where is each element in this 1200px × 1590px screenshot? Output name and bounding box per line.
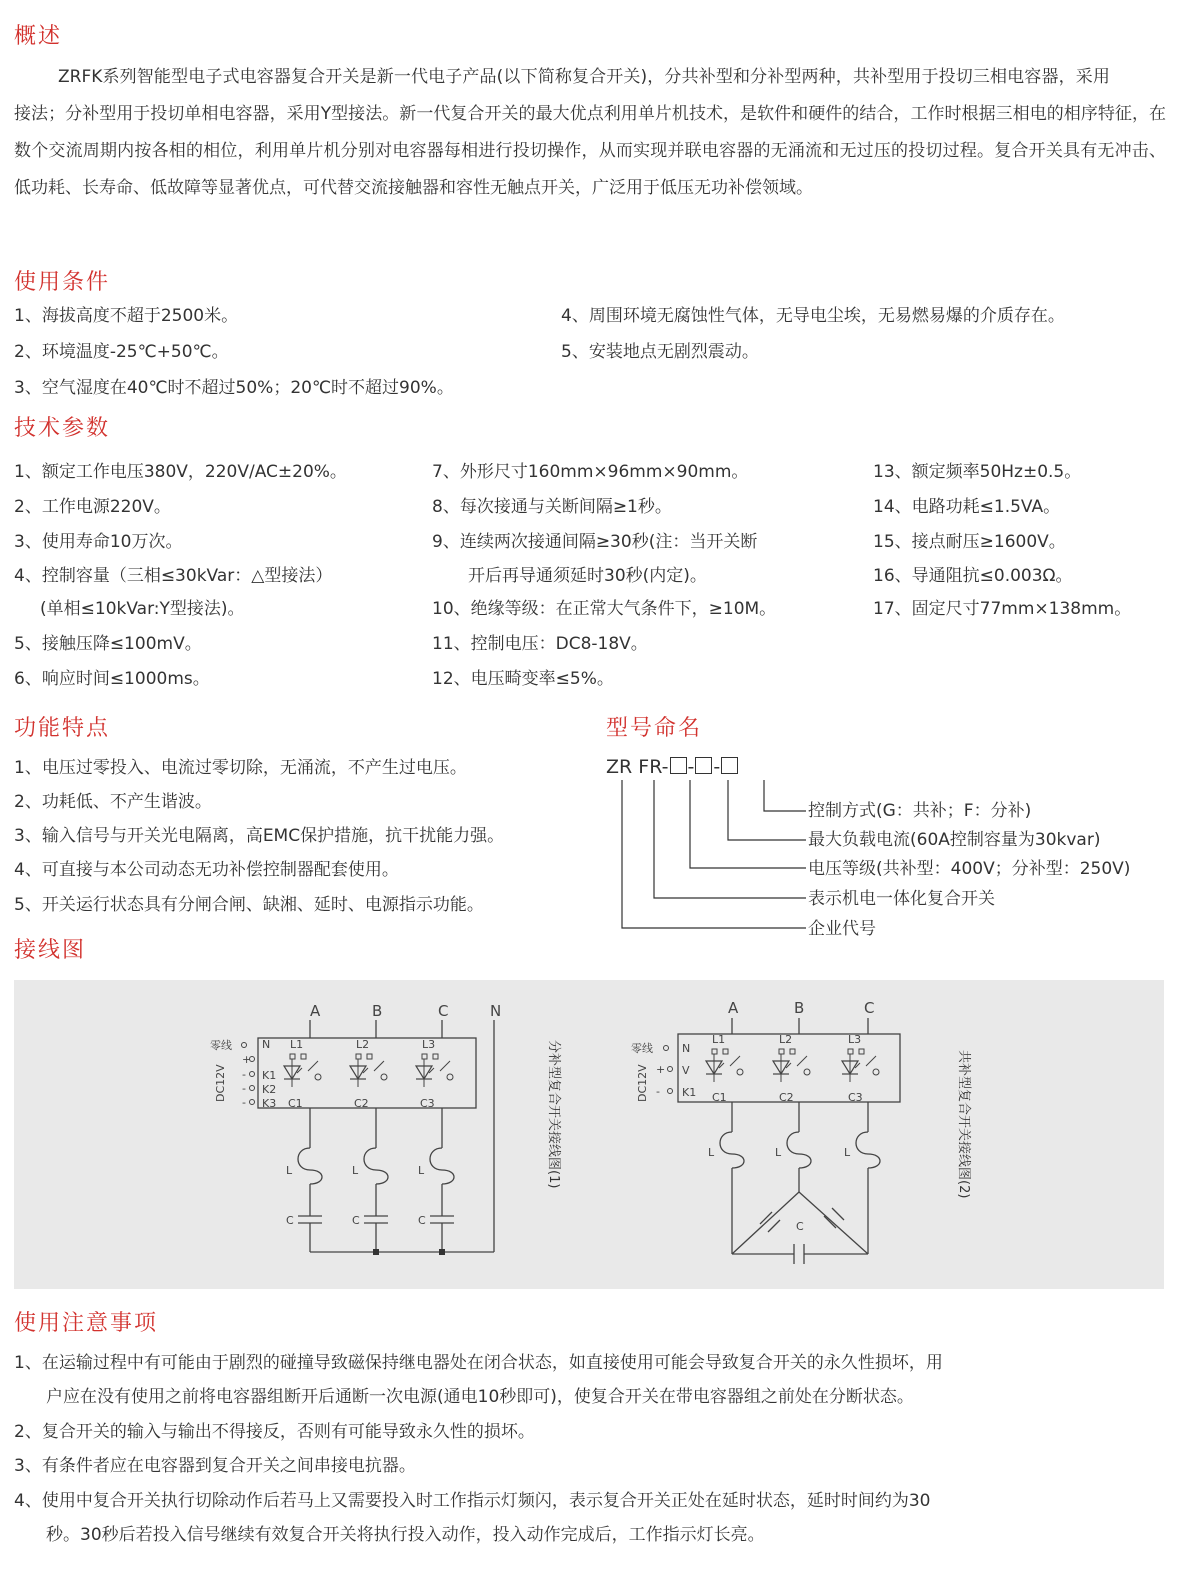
param-item: 2、工作电源220V。 bbox=[14, 497, 171, 517]
svg-text:+: + bbox=[656, 1063, 666, 1076]
model-label: 控制方式(G：共补；F：分补) bbox=[808, 801, 1032, 821]
terminal-label: L1 bbox=[712, 1033, 726, 1046]
param-item: 10、绝缘等级：在正常大气条件下，≥10M。 bbox=[432, 599, 777, 619]
overview-paragraph bbox=[14, 59, 1166, 207]
feature-item: 3、输入信号与开关光电隔离，高EMC保护措施，抗干扰能力强。 bbox=[14, 826, 505, 846]
terminal-label: K1 bbox=[682, 1086, 697, 1099]
terminal-label: K2 bbox=[262, 1083, 277, 1096]
diagram-caption-1: 分补型复合开关接线图(1) bbox=[546, 1040, 561, 1189]
reactor-label: L bbox=[708, 1146, 715, 1159]
thyristor-icon bbox=[284, 1054, 321, 1087]
reactor-label: L bbox=[418, 1164, 425, 1177]
features-heading: 功能特点 bbox=[14, 716, 111, 741]
thyristor-icon bbox=[706, 1049, 743, 1082]
param-item: 8、每次接通与关断间隔≥1秒。 bbox=[432, 497, 672, 517]
thyristor-icon bbox=[773, 1049, 810, 1082]
condition-item: 3、空气湿度在40℃时不超过50%；20℃时不超过90%。 bbox=[14, 378, 454, 398]
placeholder-box-icon bbox=[721, 757, 738, 774]
note-item: 3、有条件者应在电容器到复合开关之间串接电抗器。 bbox=[14, 1456, 416, 1476]
terminal-label: C2 bbox=[354, 1097, 369, 1110]
params-heading: 技术参数 bbox=[14, 416, 111, 441]
model-code: ZR FR- - - bbox=[606, 755, 739, 779]
overview-text-2: 接法；分补型用于投切单相电容器，采用Y型接法。新一代复合开关的最大优点利用单片机技术，是软件和硬件的结合，工作时根据三相电的相序特征，在数个交流周期内按各相的相位，利用单片机分别对电容器每相进行投切操作，从而实现并联电容器的无涌流和无过压的投切过程。复合开关具有无冲击、低功耗、长寿命、低故障等显著优点，可代替交流接触器和容性无触点开关，广泛用于低压无功补偿领域。 bbox=[14, 104, 1166, 198]
thyristor-icon bbox=[416, 1054, 453, 1087]
param-item: 1、额定工作电压380V，220V/AC±20%。 bbox=[14, 462, 347, 482]
phase-label-a: A bbox=[310, 1002, 321, 1020]
reactor-label: L bbox=[286, 1164, 293, 1177]
note-item: 2、复合开关的输入与输出不得接反，否则有可能导致永久性的损坏。 bbox=[14, 1422, 535, 1442]
reactor-label: L bbox=[352, 1164, 359, 1177]
terminal-label: K1 bbox=[262, 1069, 277, 1082]
reactor-label: L bbox=[844, 1146, 851, 1159]
model-label: 电压等级(共补型：400V；分补型：250V) bbox=[808, 859, 1131, 879]
conditions-heading: 使用条件 bbox=[14, 270, 111, 295]
condition-item: 5、安装地点无剧烈震动。 bbox=[561, 342, 759, 362]
param-item: 12、电压畸变率≤5%。 bbox=[432, 669, 614, 689]
phase-label-b: B bbox=[794, 999, 805, 1017]
placeholder-box-icon bbox=[670, 757, 687, 774]
wiring-heading: 接线图 bbox=[14, 938, 87, 963]
capacitor-label: C bbox=[796, 1220, 804, 1233]
note-item: 1、在运输过程中有可能由于剧烈的碰撞导致磁保持继电器处在闭合状态，如直接使用可能会导致复合开关的永久性损坏，用 bbox=[14, 1353, 943, 1373]
placeholder-box-icon bbox=[695, 757, 712, 774]
svg-text:-: - bbox=[242, 1096, 246, 1109]
svg-text:-: - bbox=[242, 1082, 246, 1095]
neutral-label: 零线 bbox=[210, 1039, 232, 1052]
terminal-label: C3 bbox=[420, 1097, 435, 1110]
feature-item: 4、可直接与本公司动态无功补偿控制器配套使用。 bbox=[14, 860, 399, 880]
model-label: 表示机电一体化复合开关 bbox=[808, 889, 995, 909]
overview-heading: 概述 bbox=[14, 24, 63, 49]
model-heading: 型号命名 bbox=[606, 716, 703, 741]
model-leader-lines bbox=[600, 778, 820, 938]
param-item: 7、外形尺寸160mm×96mm×90mm。 bbox=[432, 462, 749, 482]
terminal-label: L1 bbox=[290, 1038, 304, 1051]
thyristor-icon bbox=[350, 1054, 387, 1087]
param-item: 15、接点耐压≥1600V。 bbox=[873, 532, 1066, 552]
terminal-label: C2 bbox=[779, 1091, 794, 1104]
terminal-label: K3 bbox=[262, 1097, 277, 1110]
svg-text:-: - bbox=[656, 1085, 660, 1098]
terminal-label: L3 bbox=[422, 1038, 436, 1051]
param-item: 16、导通阻抗≤0.003Ω。 bbox=[873, 566, 1073, 586]
note-item: 4、使用中复合开关执行切除动作后若马上又需要投入时工作指示灯频闪，表示复合开关正处在延时状态，延时时间约为30 bbox=[14, 1491, 931, 1511]
capacitor-label: C bbox=[418, 1214, 426, 1227]
model-label: 企业代号 bbox=[808, 919, 876, 939]
thyristor-icon bbox=[842, 1049, 879, 1082]
param-item: 17、固定尺寸77mm×138mm。 bbox=[873, 599, 1132, 619]
neutral-label: 零线 bbox=[631, 1042, 653, 1055]
param-item: (单相≤10kVar:Y型接法)。 bbox=[40, 599, 245, 619]
terminal-label: L2 bbox=[356, 1038, 370, 1051]
wiring-diagram-panel bbox=[14, 980, 1164, 1289]
junction-dot-icon bbox=[373, 1249, 379, 1255]
feature-item: 5、开关运行状态具有分闸合闸、缺湘、延时、电源指示功能。 bbox=[14, 895, 484, 915]
terminal-label: C1 bbox=[712, 1091, 727, 1104]
diagram-caption-2: 共补型复合开关接线图(2) bbox=[956, 1050, 971, 1199]
param-item: 3、使用寿命10万次。 bbox=[14, 532, 183, 552]
terminal-label: N bbox=[682, 1042, 691, 1055]
overview-text-1: ZRFK系列智能型电子式电容器复合开关是新一代电子产品(以下简称复合开关)，分共补型和分补型两种，共补型用于投切三相电容器，采用 bbox=[58, 67, 1110, 87]
model-code-type: FR bbox=[638, 756, 662, 778]
junction-dot-icon bbox=[439, 1249, 445, 1255]
param-item: 6、响应时间≤1000ms。 bbox=[14, 669, 210, 689]
capacitor-label: C bbox=[352, 1214, 360, 1227]
terminal-label: V bbox=[682, 1064, 690, 1077]
note-item: 秒。30秒后若投入信号继续有效复合开关将执行投入动作，投入动作完成后，工作指示灯长亮。 bbox=[46, 1525, 765, 1545]
svg-text:+: + bbox=[242, 1053, 252, 1066]
svg-text:-: - bbox=[242, 1068, 246, 1081]
param-item: 13、额定频率50Hz±0.5。 bbox=[873, 462, 1082, 482]
reactor-label: L bbox=[775, 1146, 782, 1159]
param-item: 5、接触压降≤100mV。 bbox=[14, 634, 202, 654]
note-item: 户应在没有使用之前将电容器组断开后通断一次电源(通电10秒即可)，使复合开关在带电容器组之前处在分断状态。 bbox=[46, 1387, 914, 1407]
phase-label-a: A bbox=[728, 999, 739, 1017]
phase-label-n: N bbox=[490, 1002, 502, 1020]
phase-label-b: B bbox=[372, 1002, 383, 1020]
capacitor-label: C bbox=[286, 1214, 294, 1227]
notes-heading: 使用注意事项 bbox=[14, 1311, 159, 1336]
param-item: 9、连续两次接通间隔≥30秒(注：当开关断 bbox=[432, 532, 758, 552]
param-item: 11、控制电压：DC8-18V。 bbox=[432, 634, 648, 654]
feature-item: 1、电压过零投入、电流过零切除，无涌流，不产生过电压。 bbox=[14, 758, 467, 778]
terminal-label: C3 bbox=[848, 1091, 863, 1104]
param-item: 14、电路功耗≤1.5VA。 bbox=[873, 497, 1061, 517]
condition-item: 1、海拔高度不超于2500米。 bbox=[14, 306, 239, 326]
terminal-label: L3 bbox=[848, 1033, 862, 1046]
terminal-label: N bbox=[262, 1038, 271, 1051]
condition-item: 4、周围环境无腐蚀性气体，无导电尘埃，无易燃易爆的介质存在。 bbox=[561, 306, 1065, 326]
terminal-label: C1 bbox=[288, 1097, 303, 1110]
param-item: 开后再导通须延时30秒(内定)。 bbox=[468, 566, 707, 586]
phase-label-c: C bbox=[864, 999, 875, 1017]
phase-label-c: C bbox=[438, 1002, 449, 1020]
model-code-company: ZR bbox=[606, 756, 633, 778]
param-item: 4、控制容量（三相≤30kVar：△型接法） bbox=[14, 566, 333, 586]
feature-item: 2、功耗低、不产生谐波。 bbox=[14, 792, 212, 812]
dc-label: DC12V bbox=[214, 1064, 227, 1102]
model-label: 最大负载电流(60A控制容量为30kvar) bbox=[808, 830, 1101, 850]
wiring-diagram bbox=[14, 980, 1164, 1289]
condition-item: 2、环境温度-25℃+50℃。 bbox=[14, 342, 229, 362]
dc-label: DC12V bbox=[636, 1064, 649, 1102]
terminal-label: L2 bbox=[779, 1033, 793, 1046]
